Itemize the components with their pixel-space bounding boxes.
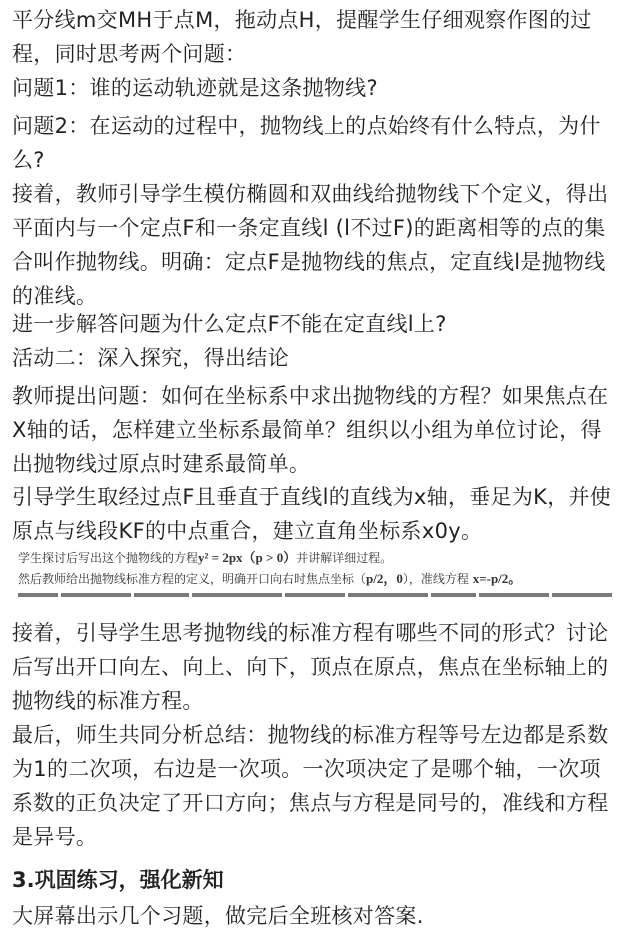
paragraph-question: 教师提出问题：如何在坐标系中求出抛物线的方程？如果焦点在X轴的话，怎样建立坐标系最简单？组织以小组为单位讨论，得出抛物线过原点时建系最简单。 (12, 384, 609, 476)
image-line-2-eq: x=-p/2。 (472, 571, 522, 586)
cropped-text-line (18, 593, 618, 597)
image-line-1-prefix: 学生探讨后写出这个抛物线的方程 (18, 551, 199, 565)
section-heading: 3.巩固练习，强化新知 (12, 868, 224, 892)
question-1: 问题1：谁的运动轨迹就是这条抛物线? (12, 76, 378, 100)
embedded-image-line-2 (18, 570, 521, 588)
paragraph-further: 进一步解答问题为什么定点F不能在定直线l上? (12, 312, 447, 336)
paragraph-coordinate: 引导学生取经过点F且垂直于直线l的直线为x轴，垂足为K，并使原点与线段KF的中点重合，建立直角坐标系x0y。 (12, 485, 612, 543)
image-line-1-suffix: 并讲解详细过程。 (296, 551, 393, 565)
activity-heading: 活动二：深入探究，得出结论 (12, 346, 289, 370)
paragraph-intro: 平分线m交MH于点M，拖动点H，提醒学生仔细观察作图的过程，同时思考两个问题： (12, 8, 592, 66)
paragraph-exercise: 大屏幕出示几个习题，做完后全班核对答案. (12, 904, 424, 928)
image-line-1-formula: y² = 2px（p > 0） (198, 550, 297, 565)
image-line-2-mid: ），准线方程 (402, 572, 469, 586)
image-line-2-formula: p/2，0 (366, 571, 403, 586)
question-2: 问题2：在运动的过程中，抛物线上的点始终有什么特点，为什么? (12, 114, 601, 172)
paragraph-forms: 接着，引导学生思考抛物线的标准方程有哪些不同的形式？讨论后写出开口向左、向上、向下，顶点在原点，焦点在坐标轴上的抛物线的标准方程。 (12, 621, 609, 713)
paragraph-definition: 接着，教师引导学生模仿椭圆和双曲线给抛物线下个定义，得出平面内与一个定点F和一条定直线l (l不过F)的距离相等的点的集合叫作抛物线。明确：定点F是抛物线的焦点，定直线l是抛物线的准线。 (12, 182, 609, 308)
embedded-image-line-1 (18, 549, 392, 567)
paragraph-summary: 最后，师生共同分析总结：抛物线的标准方程等号左边都是系数为1的二次项，右边是一次项。一次项决定了是哪个轴，一次项系数的正负决定了开口方向；焦点与方程是同号的，准线和方程是异号。 (12, 723, 609, 849)
image-line-2-prefix: 然后教师给出抛物线标准方程的定义，明确开口向右时焦点坐标（ (18, 572, 367, 586)
